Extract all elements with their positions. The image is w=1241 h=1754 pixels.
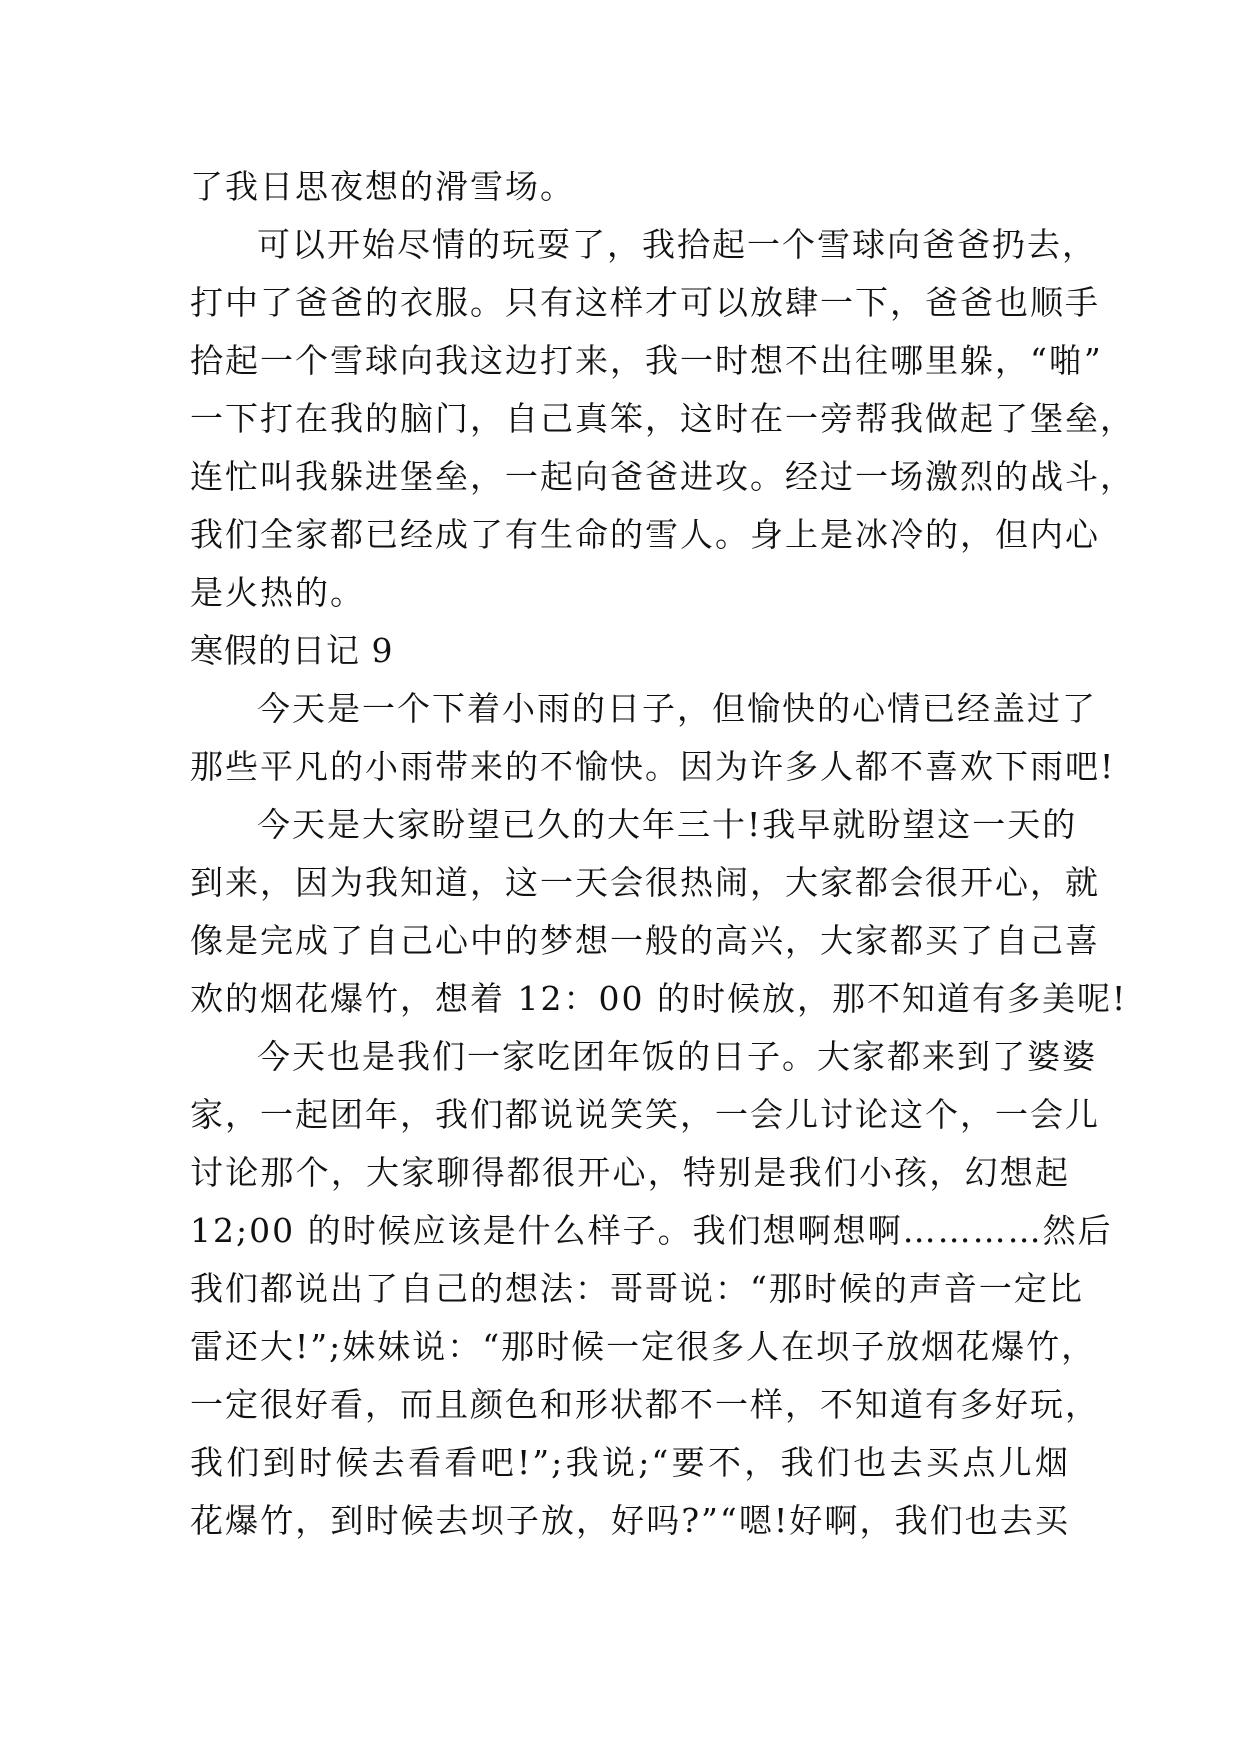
paragraph-first-line: 今天是一个下着小雨的日子，但愉快的心情已经盖过了 (257, 689, 1097, 728)
text-line: 一定很好看，而且颜色和形状都不一样，不知道有多好玩， (190, 1385, 1100, 1424)
text-line: 12;00 的时候应该是什么样子。我们想啊想啊…………然后 (190, 1211, 1113, 1250)
text-line: 到来，因为我知道，这一天会很热闹，大家都会很开心，就 (190, 863, 1100, 902)
text-line: 一下打在我的脑门，自己真笨，这时在一旁帮我做起了堡垒， (190, 399, 1135, 438)
text-line: 拾起一个雪球向我这边打来，我一时想不出往哪里躲，“啪” (190, 341, 1103, 380)
text-line: 了我日思夜想的滑雪场。 (190, 167, 575, 206)
text-line: 花爆竹，到时候去坝子放，好吗?”“嗯!好啊，我们也去买 (190, 1501, 1070, 1540)
paragraph-first-line: 今天也是我们一家吃团年饭的日子。大家都来到了婆婆 (257, 1037, 1097, 1076)
text-line: 打中了爸爸的衣服。只有这样才可以放肆一下，爸爸也顺手 (190, 283, 1100, 322)
section-heading: 寒假的日记 9 (190, 631, 394, 670)
text-line: 像是完成了自己心中的梦想一般的高兴，大家都买了自己喜 (190, 921, 1100, 960)
text-line: 是火热的。 (190, 573, 365, 612)
text-line: 那些平凡的小雨带来的不愉快。因为许多人都不喜欢下雨吧! (190, 747, 1116, 786)
text-line: 雷还大!”;妹妹说：“那时候一定很多人在坝子放烟花爆竹， (190, 1327, 1097, 1366)
paragraph-first-line: 今天是大家盼望已久的大年三十!我早就盼望这一天的 (257, 805, 1078, 844)
text-line: 讨论那个，大家聊得都很开心，特别是我们小孩，幻想起 (190, 1153, 1070, 1192)
text-line: 我们到时候去看看吧!”;我说;“要不，我们也去买点儿烟 (190, 1443, 1070, 1482)
text-line: 我们都说出了自己的想法：哥哥说：“那时候的声音一定比 (190, 1269, 1084, 1308)
text-line: 我们全家都已经成了有生命的雪人。身上是冰冷的，但内心 (190, 515, 1100, 554)
text-line: 家，一起团年，我们都说说笑笑，一会儿讨论这个，一会儿 (190, 1095, 1100, 1134)
text-line: 欢的烟花爆竹，想着 12：00 的时候放，那不知道有多美呢! (190, 979, 1128, 1018)
paragraph-first-line: 可以开始尽情的玩耍了，我拾起一个雪球向爸爸扔去， (257, 225, 1097, 264)
text-line: 连忙叫我躲进堡垒，一起向爸爸进攻。经过一场激烈的战斗， (190, 457, 1135, 496)
